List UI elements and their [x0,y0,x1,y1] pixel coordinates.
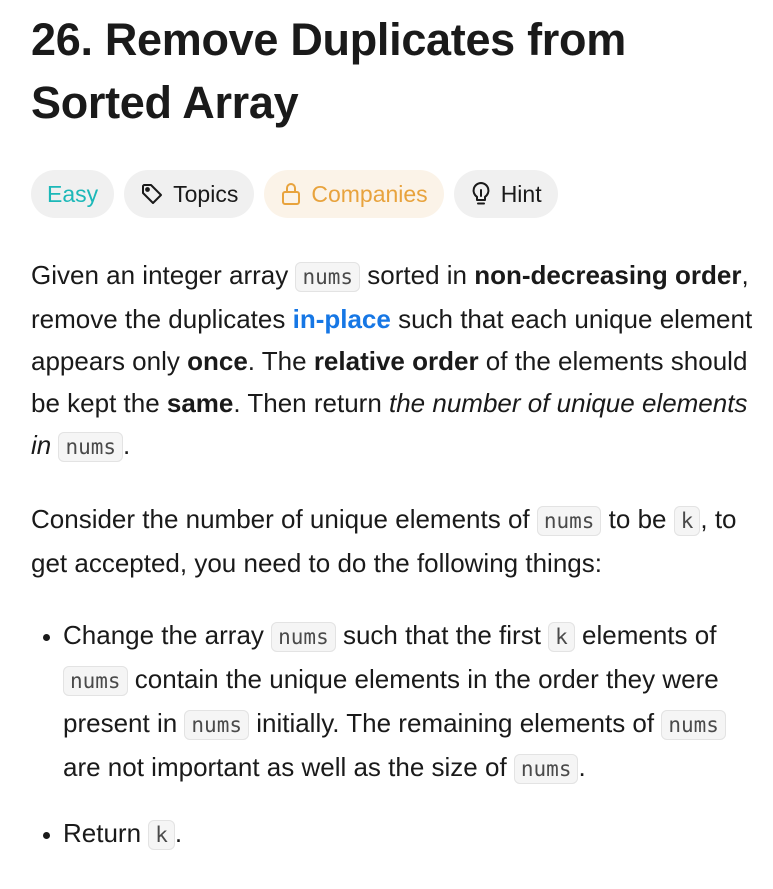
inline-code: nums [514,754,579,784]
inline-code: nums [295,262,360,292]
text: Return [63,818,149,848]
companies-button[interactable] [264,170,443,218]
inline-code: nums [661,710,726,740]
text: such that each unique element appears only [31,304,753,376]
bold-text: non-decreasing order [474,260,742,290]
bold-text: relative order [313,346,479,376]
tag-bar [31,170,755,218]
inline-code: nums [63,666,128,696]
text: sorted in [360,260,475,290]
page-title: 26. Remove Duplicates from Sorted Array [31,14,626,128]
inline-code: nums [184,710,249,740]
text: such that the first [335,620,549,650]
italic-text: the number of unique elements in [31,388,748,460]
lock-icon [280,182,302,206]
list-item [63,812,755,856]
in-place-link[interactable]: in-place [292,304,391,334]
topics-label: Topics [173,180,239,207]
hint-button[interactable] [454,170,558,218]
description-paragraph-1 [31,254,755,468]
bold-text: same [166,388,234,418]
text: are not important as well as the size of [63,752,514,782]
text: of the elements should be kept the [31,346,748,418]
inline-code: k [674,506,701,536]
inline-code: nums [58,432,123,462]
tag-icon [140,182,164,206]
text: . The [247,346,314,376]
text: Given an integer array [31,260,296,290]
inline-code: k [548,622,575,652]
description-paragraph-2 [31,498,755,584]
text: , remove the duplicates [31,260,749,334]
text: Change the array [63,620,272,650]
text: initially. The remaining elements of [248,708,662,738]
inline-code: k [148,820,175,850]
topics-button[interactable] [124,170,254,218]
text: . [123,430,131,460]
text: to be [601,504,674,534]
lightbulb-icon [470,181,492,207]
text: contain the unique elements in the order they were present in [63,664,719,738]
bold-text: once [187,346,248,376]
companies-label: Companies [311,180,428,207]
text: elements of [574,620,717,650]
text: . Then return [233,388,389,418]
list-item [63,614,755,790]
inline-code: nums [271,622,336,652]
difficulty-badge: Easy [31,170,114,218]
inline-code: nums [537,506,602,536]
hint-label: Hint [500,180,542,207]
text: Consider the number of unique elements of [31,504,537,534]
problem-description [31,254,755,856]
text: . [174,818,183,848]
requirements-list [31,614,755,856]
text: , to get accepted, you need to do the following things: [31,504,737,578]
text: . [578,752,586,782]
